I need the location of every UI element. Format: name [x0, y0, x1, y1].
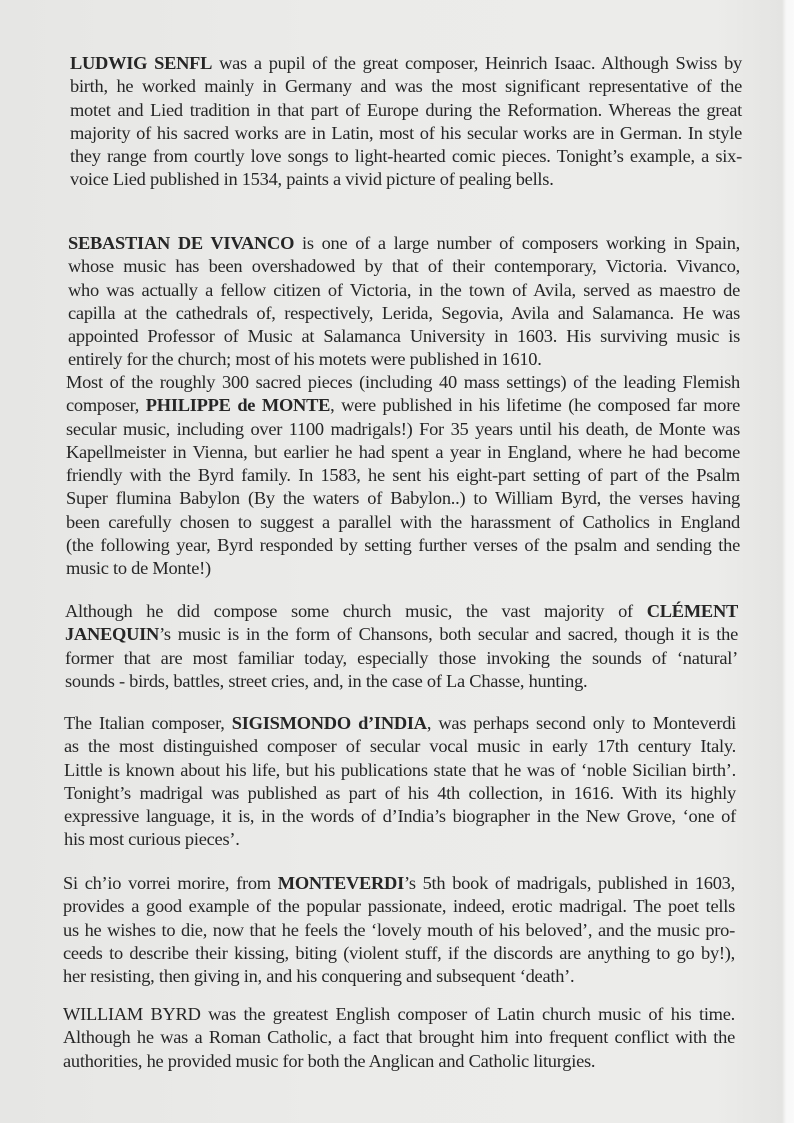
text-line	[68, 232, 740, 255]
text-line: Little is known about his life, but his publications state that he was of ‘noble Sicilian birth’.	[64, 759, 736, 780]
text-segment: , were published in his lifetime (he composed far more	[330, 395, 740, 416]
composer-name: SIGISMONDO d’INDIA	[231, 713, 427, 733]
text-line: whose music has been overshadowed by that of their contemporary, Victoria. Vivanco,	[68, 256, 740, 277]
text-line	[65, 600, 738, 623]
paragraph-dindia	[64, 712, 736, 852]
text-line	[66, 394, 740, 417]
text-segment: The Italian composer,	[64, 713, 232, 733]
text-line: his most curious pieces’.	[64, 829, 240, 850]
text-line: voice Lied published in 1534, paints a vivid picture of pealing bells.	[70, 169, 554, 190]
text-line: Tonight’s madrigal was published as part of his 4th collection, in 1616. With its highly	[64, 782, 736, 803]
text-line: Most of the roughly 300 sacred pieces (including 40 mass settings) of the leading Flemish	[66, 372, 740, 392]
text-segment: was a pupil of the great composer, Heinrich Isaac. Although Swiss by	[212, 53, 742, 73]
text-line	[65, 623, 738, 646]
text-line: music to de Monte!)	[66, 558, 211, 579]
paragraph-senfl	[70, 52, 742, 192]
text-segment: is one of a large number of composers working in Spain,	[294, 233, 740, 253]
text-line: us he wishes to die, now that he feels the ‘lovely mouth of his beloved’, and the music pro-	[63, 919, 735, 940]
text-segment: composer,	[66, 395, 146, 416]
text-line: WILLIAM BYRD was the greatest English composer of Latin church music of his time.	[63, 1004, 735, 1024]
text-line: been carefully chosen to suggest a parallel with the harassment of Catholics in England	[66, 511, 740, 532]
text-line: sounds - birds, battles, street cries, and, in the case of La Chasse, hunting.	[65, 670, 588, 691]
text-line: expressive language, it is, in the words of d’India’s biographer in the New Grove, ‘one of	[64, 806, 736, 827]
text-segment: , was perhaps second only to Monteverdi	[426, 713, 736, 733]
text-line: ceeds to describe their kissing, biting (violent stuff, if the discords are anything to go by!),	[63, 942, 735, 963]
text-line: friendly with the Byrd family. In 1583, he sent his eight-part setting of part of the Psalm	[66, 465, 740, 486]
composer-name: SEBASTIAN DE VIVANCO	[68, 233, 295, 253]
composer-name: MONTEVERDI	[277, 873, 404, 893]
text-line: capilla at the cathedrals of, respectively, Lerida, Segovia, Avila and Salamanca. He was	[68, 302, 740, 323]
text-line: Although he was a Roman Catholic, a fact that brought him into frequent conflict with the	[63, 1027, 735, 1048]
text-line: secular music, including over 1100 madrigals!) For 35 years until his death, de Monte was	[66, 418, 740, 439]
paragraph-monteverdi	[63, 872, 735, 988]
text-segment: ’s music is in the form of Chansons, both secular and sacred, though it is the	[159, 624, 738, 645]
composer-name: JANEQUIN	[65, 624, 160, 645]
text-line: majority of his sacred works are in Latin, most of his secular works are in German. In style	[70, 122, 742, 143]
paragraph-vivanco	[68, 232, 740, 372]
text-line: birth, he worked mainly in Germany and was the most significant representative of the	[70, 76, 742, 97]
text-segment: Si ch’io vorrei morire, from	[63, 873, 278, 893]
text-line: motet and Lied tradition in that part of Europe during the Reformation. Whereas the great	[70, 99, 742, 120]
text-line: provides a good example of the popular passionate, indeed, erotic madrigal. The poet tells	[63, 896, 735, 917]
text-line: who was actually a fellow citizen of Victoria, in the town of Avila, served as maestro de	[68, 279, 740, 300]
text-line	[64, 712, 736, 735]
text-line: as the most distinguished composer of secular vocal music in early 17th century Italy.	[64, 736, 736, 757]
text-line: her resisting, then giving in, and his conquering and subsequent ‘death’.	[63, 966, 575, 987]
text-line: appointed Professor of Music at Salamanca University in 1603. His surviving music is	[68, 326, 740, 347]
paragraph-de-monte	[66, 371, 740, 581]
text-line	[70, 52, 742, 75]
text-line: authorities, he provided music for both the Anglican and Catholic liturgies.	[63, 1050, 596, 1071]
composer-name: LUDWIG SENFL	[70, 53, 213, 73]
composer-name: PHILIPPE de MONTE	[145, 395, 331, 416]
text-line: (the following year, Byrd responded by setting further verses of the psalm and sending the	[66, 535, 740, 556]
text-line: former that are most familiar today, especially those invoking the sounds of ‘natural’	[65, 647, 738, 668]
text-line: Kapellmeister in Vienna, but earlier he had spent a year in England, where he had become	[66, 441, 740, 462]
composer-name: CLÉMENT	[646, 601, 738, 621]
paragraph-janequin	[65, 600, 738, 693]
text-segment: ’s 5th book of madrigals, published in 1603,	[403, 873, 735, 893]
text-line: entirely for the church; most of his motets were published in 1610.	[68, 349, 542, 370]
text-segment: Although he did compose some church music, the vast majority of	[65, 601, 647, 621]
paragraph-byrd	[63, 1003, 735, 1073]
text-line: Super flumina Babylon (By the waters of Babylon..) to William Byrd, the verses having	[66, 488, 740, 509]
text-line	[63, 872, 735, 895]
text-line: they range from courtly love songs to light-hearted comic pieces. Tonight’s example, a six-	[70, 146, 742, 167]
